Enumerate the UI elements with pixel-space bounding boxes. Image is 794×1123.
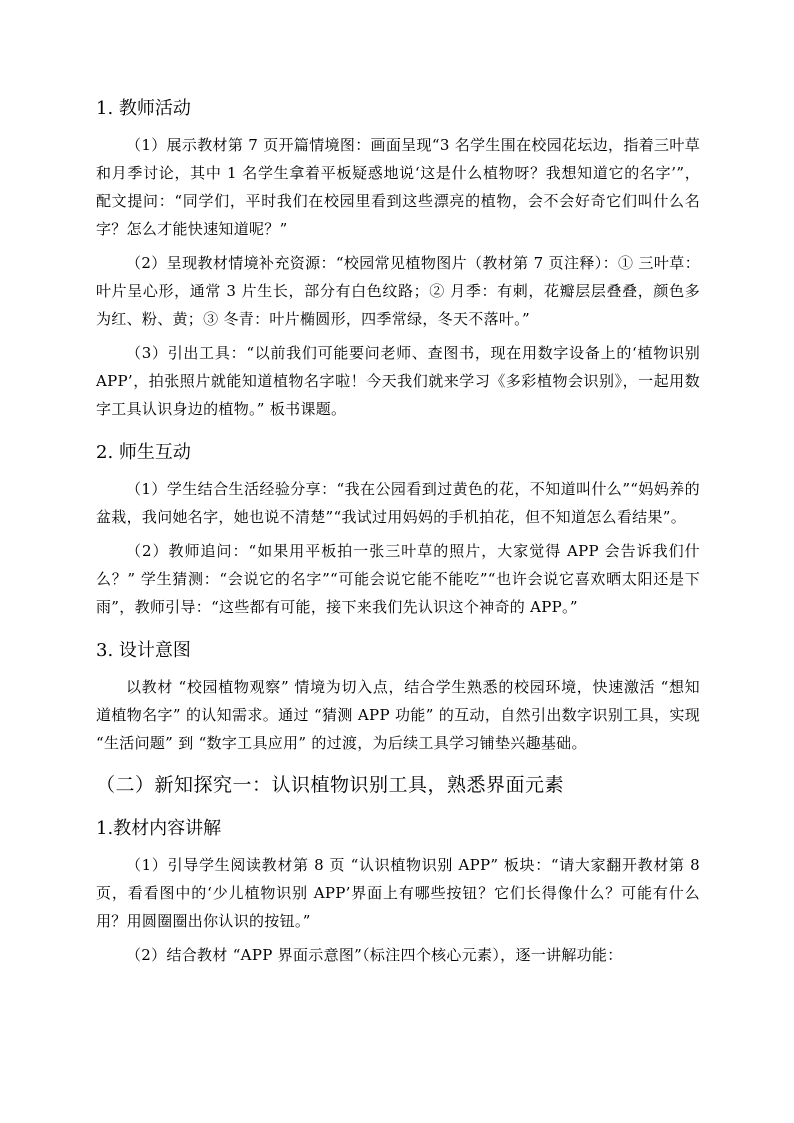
paragraph: （2）结合教材 “APP 界面示意图”（标注四个核心元素），逐一讲解功能： bbox=[126, 946, 623, 964]
paragraph: （1）展示教材第 7 页开篇情境图：画面呈现“3 名学生围在校园花坛边，指着三叶草和月季讨论，其中 1 名学生拿着平板疑惑地说‘这是什么植物呀？我想知道它的名字’”，配文提问：“同学们，平时我们在校园里看到这些漂亮的植物，会不会好奇它们叫什么名字？怎么才能快速知道呢？” bbox=[96, 136, 700, 238]
paragraph: （2）呈现教材情境补充资源：“校园常见植物图片（教材第 7 页注释）：① 三叶草：叶片呈心形，通常 3 片生长，部分有白色纹路；② 月季：有刺，花瓣层层叠叠，颜色多为红、粉、黄；③ 冬青：叶片椭圆形，四季常绿，冬天不落叶。” bbox=[96, 254, 700, 328]
heading-design-intent: 3. 设计意图 bbox=[96, 640, 191, 661]
document-page bbox=[96, 95, 700, 975]
heading-textbook-content: 1.教材内容讲解 bbox=[96, 818, 222, 839]
paragraph: （1）学生结合生活经验分享：“我在公园看到过黄色的花，不知道叫什么”“妈妈养的盆栽，我问她名字，她也说不清楚”“我试过用妈妈的手机拍花，但不知道怎么看结果”。 bbox=[96, 480, 700, 526]
paragraph: （3）引出工具：“以前我们可能要问老师、查图书，现在用数字设备上的‘植物识别 APP’，拍张照片就能知道植物名字啦！今天我们就来学习《多彩植物会识别》，一起用数字工具认识身边的植物。” 板书课题。 bbox=[96, 344, 700, 418]
heading-teacher-activity: 1. 教师活动 bbox=[96, 98, 191, 119]
paragraph: （2）教师追问：“如果用平板拍一张三叶草的照片，大家觉得 APP 会告诉我们什么？” 学生猜测：“会说它的名字”“可能会说它能不能吃”“也许会说它喜欢晒太阳还是下雨”，教师引导：“这些都有可能，接下来我们先认识这个神奇的 APP。” bbox=[96, 542, 700, 616]
paragraph: （1）引导学生阅读教材第 8 页 “认识植物识别 APP” 板块：“请大家翻开教材第 8 页，看看图中的‘少儿植物识别 APP’界面上有哪些按钮？它们长得像什么？可能有什么用？用圆圈圈出你认识的按钮。” bbox=[96, 856, 700, 930]
heading-interaction: 2. 师生互动 bbox=[96, 442, 191, 463]
heading-section-two: （二）新知探究一：认识植物识别工具，熟悉界面元素 bbox=[96, 774, 565, 796]
paragraph: 以教材 “校园植物观察” 情境为切入点，结合学生熟悉的校园环境，快速激活 “想知道植物名字” 的认知需求。通过 “猜测 APP 功能” 的互动，自然引出数字识别工具，实现 “生活问题” 到 “数字工具应用” 的过渡，为后续工具学习铺垫兴趣基础。 bbox=[96, 678, 700, 752]
